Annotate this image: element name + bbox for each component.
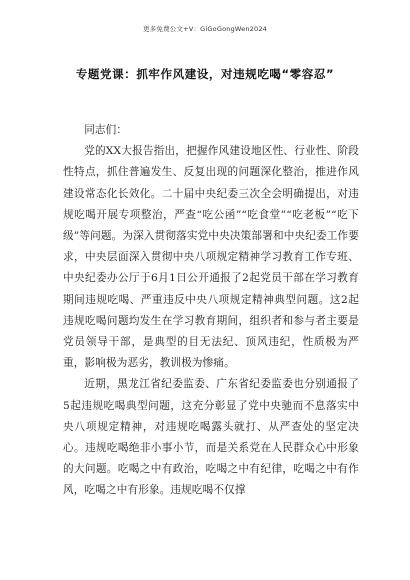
document-title: 专题党课：抓牢作风建设，对违规吃喝“零容忍” (75, 67, 335, 81)
salutation: 同志们： (84, 124, 128, 136)
paragraph: 党的XX大报告指出，把握作风建设地区性、行业性、阶段性特点，抓住普遍发生、反复出现的问题深化整治，推进作风建设常态化长效化。二十届中央纪委三次全会明确提出，对违规吃喝开展专项整治，严查“吃公函”“吃食堂”“吃老板”“吃下级”等问题。为深入贯彻落实党中央决策部署和中央纪委工作要求，中央层面深入贯彻中央八项规定精神学习教育工作专班、中央纪委办公厅于6月1日公开通报了2起党员干部在学习教育期间违规吃喝、严重违反中央八项规定精神典型问题。这2起违规吃喝问题均发生在学习教育期间，组织者和参与者主要是党员领导干部，是典型的目无法纪、顶风违纪，性质极为严重，影响极为恶劣，教训极为惨痛。 (63, 145, 359, 370)
header-note: 更多免费公文+V：GiGoGongWen2024 (142, 25, 267, 33)
document-body (63, 120, 359, 502)
paragraph: 近期，黑龙江省纪委监委、广东省纪委监委也分别通报了5起违规吃喝典型问题，这充分彰显了党中央驰而不息落实中央八项规定精神，对违规吃喝露头就打、从严查处的坚定决心。违规吃喝绝非小事小节，而是关系党在人民群众心中形象的大问题。吃喝之中有政治，吃喝之中有纪律，吃喝之中有作风，吃喝之中有形象。违规吃喝不仅撑 (63, 378, 359, 497)
